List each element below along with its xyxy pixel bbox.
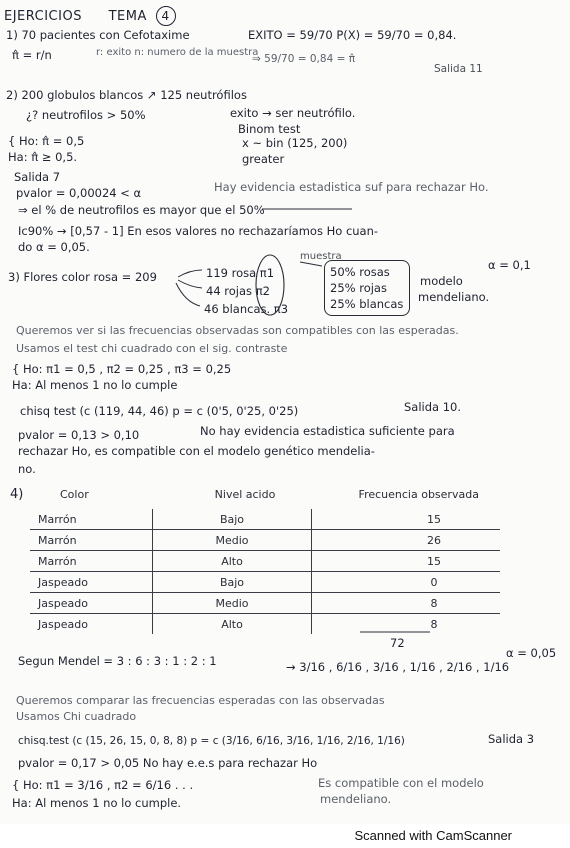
table-cell-color: Marrón xyxy=(30,530,153,551)
ex3-box-rosas: 50% rosas xyxy=(330,265,390,279)
ex3-rojas: 44 rojas π2 xyxy=(206,284,270,298)
ex4-h0: { Ho: π1 = 3/16 , π2 = 6/16 . . . xyxy=(12,778,194,792)
table-row xyxy=(30,614,500,635)
ex3-conc3: no. xyxy=(18,462,36,476)
table-cell-color: Jaspeado xyxy=(30,593,153,614)
ex3-pvalor: pvalor = 0,13 > 0,10 xyxy=(18,428,140,442)
ex3-box-blancas: 25% blancas xyxy=(330,297,404,311)
table-cell-color: Jaspeado xyxy=(30,572,153,593)
ex2-pvalor: pvalor = 0,00024 < α xyxy=(16,186,142,200)
ex4-fractions: → 3/16 , 6/16 , 3/16 , 1/16 , 2/16 , 1/16 xyxy=(286,660,510,674)
table-cell-color: Marrón xyxy=(30,551,153,572)
ex2-h0: { Ho: π̂ = 0,5 xyxy=(8,134,85,148)
table-cell-frecuencia: 15 xyxy=(312,551,501,572)
ex3-modelo: modelo xyxy=(420,274,463,288)
tema-label: TEMA xyxy=(108,9,147,24)
ex3-mendeliano: mendeliano. xyxy=(418,290,490,304)
page-title xyxy=(4,6,176,26)
table-cell-nivel: Alto xyxy=(153,551,312,572)
table-cell-frecuencia: 0 xyxy=(312,572,501,593)
table-row xyxy=(30,551,500,572)
ex2-success: exito → ser neutrófilo. xyxy=(230,106,356,120)
table-cell-frecuencia: 8 xyxy=(312,614,501,635)
table-row xyxy=(30,572,500,593)
ex3-h0: { Ho: π1 = 0,5 , π2 = 0,25 , π3 = 0,25 xyxy=(12,362,232,376)
table-row xyxy=(30,593,500,614)
ex1-salida: Salida 11 xyxy=(434,63,483,75)
ex4-pvalor: pvalor = 0,17 > 0,05 No hay e.e.s para rechazar Ho xyxy=(18,756,318,770)
ex3-flores: 3) Flores color rosa = 209 xyxy=(8,270,157,284)
table-cell-nivel: Alto xyxy=(153,614,312,635)
ex2-conclusion1: Hay evidencia estadistica suf para rechazar Ho. xyxy=(214,180,489,194)
ex4-mendel: Segun Mendel = 3 : 6 : 3 : 1 : 2 : 1 xyxy=(18,654,217,668)
ex4-h0-right: Es compatible con el modelo xyxy=(318,776,484,790)
ex3-conc1: No hay evidencia estadistica suficiente para xyxy=(200,424,455,438)
ex1-estimator: π̂ = r/n xyxy=(12,48,52,62)
ex4-total: 72 xyxy=(390,636,405,650)
ex2-ha: Ha: π̂ ≥ 0,5. xyxy=(8,150,78,164)
ex2-greater: greater xyxy=(242,152,285,166)
table-cell-nivel: Medio xyxy=(153,593,312,614)
ex1-legend: r: exito n: numero de la muestra xyxy=(96,47,259,58)
table-row xyxy=(30,509,500,530)
ex3-chisq: chisq test (c (119, 44, 46) p = c (0'5, 0'25, 0'25) xyxy=(20,404,299,418)
table-row xyxy=(30,530,500,551)
table-cell-nivel: Bajo xyxy=(153,509,312,530)
title-text: EJERCICIOS xyxy=(4,9,82,24)
arrow-rosa xyxy=(178,270,202,277)
ex3-rosa: 119 rosa π1 xyxy=(206,266,275,280)
ex3-salida: Salida 10. xyxy=(404,400,462,414)
arrow-rojas xyxy=(178,280,202,288)
table-cell-color: Marrón xyxy=(30,509,153,530)
ex2-question: ¿? neutrofilos > 50% xyxy=(26,108,146,122)
ex4-q1: Queremos comparar las frecuencias esperadas con las observadas xyxy=(16,694,385,707)
table-cell-frecuencia: 26 xyxy=(312,530,501,551)
ex3-box-rojas: 25% rojas xyxy=(330,281,387,295)
ex4-alpha: α = 0,05 xyxy=(506,646,557,660)
scanner-footer xyxy=(0,824,570,848)
ex3-q1: Queremos ver si las frecuencias observadas son compatibles con las esperadas. xyxy=(16,324,459,337)
ex1-result: EXITO = 59/70 P(X) = 59/70 = 0,84. xyxy=(248,28,457,42)
ex2-ic2: do α = 0,05. xyxy=(18,240,90,254)
ex3-ha: Ha: Al menos 1 no lo cumple xyxy=(12,378,178,392)
table-header-color: Color xyxy=(60,488,89,501)
table-header-nivel: Nivel acido xyxy=(214,488,276,501)
ex4-salida: Salida 3 xyxy=(488,732,535,746)
ex3-muestra: muestra xyxy=(300,251,342,262)
ex4-ha: Ha: Al menos 1 no lo cumple. xyxy=(12,796,182,810)
ex3-blancas: 46 blancas. π3 xyxy=(204,302,289,316)
ex2-distribution: x ~ bin (125, 200) xyxy=(242,136,348,150)
table-cell-color: Jaspeado xyxy=(38,617,88,631)
ex3-conc2: rechazar Ho, es compatible con el modelo genético mendelia- xyxy=(18,444,375,458)
ex2-ic: Ic90% → [0,57 - 1] En esos valores no rechazaríamos Ho cuan- xyxy=(18,224,379,238)
ex4-ha-right: mendeliano. xyxy=(320,792,392,806)
ex4-table xyxy=(30,485,500,634)
ex1-line1: 1) 70 pacientes con Cefotaxime xyxy=(6,28,190,42)
scanner-watermark: Scanned with CamScanner xyxy=(354,828,512,843)
tema-number: 4 xyxy=(156,6,176,26)
ex1-computation: ⇒ 59/70 = 0,84 = π̂ xyxy=(252,53,356,65)
table-cell-nivel: Bajo xyxy=(153,572,312,593)
ex3-q2: Usamos el test chi cuadrado con el sig. contraste xyxy=(16,342,288,355)
ex2-line1: 2) 200 globulos blancos ↗ 125 neutrófilos xyxy=(6,88,247,102)
table-cell-nivel: Medio xyxy=(153,530,312,551)
ex2-binom: Binom test xyxy=(238,122,301,136)
ex2-salida: Salida 7 xyxy=(14,170,61,184)
table-cell-frecuencia: 8 xyxy=(312,593,501,614)
ex2-conclusion2: ⇒ el % de neutrofilos es mayor que el 50% xyxy=(18,203,265,217)
ex3-alpha: α = 0,1 xyxy=(488,258,531,272)
table-cell-frecuencia: 15 xyxy=(312,509,501,530)
ex4-q2: Usamos Chi cuadrado xyxy=(16,710,137,723)
table-header-row xyxy=(30,485,500,509)
ex4-label: 4) xyxy=(10,487,24,502)
arrow-blancas xyxy=(176,283,200,306)
table-header-frecuencia: Frecuencia observada xyxy=(358,488,479,501)
ex4-chisq: chisq.test (c (15, 26, 15, 0, 8, 8) p = c (3/16, 6/16, 3/16, 1/16, 2/16, 1/16) xyxy=(18,735,405,747)
